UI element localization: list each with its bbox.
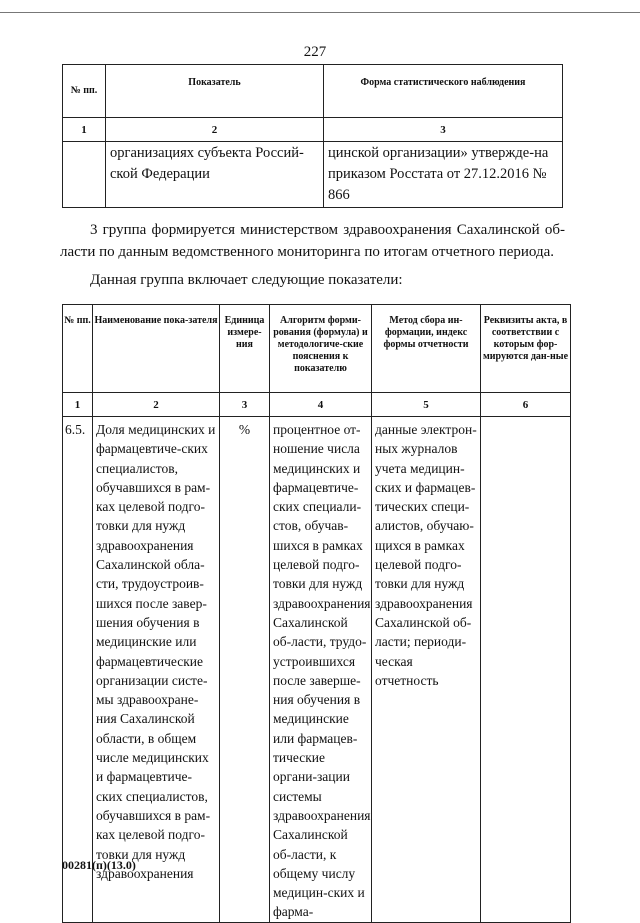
page-number: 227 [303, 44, 327, 60]
t2-colnum-1: 1 [63, 393, 93, 417]
paragraph-group-3: 3 группа формируется министерством здравоохранения Сахалинской об-ласти по данным ведомственного мониторинга по итогам отчетного периода. [60, 222, 565, 260]
t2-colnum-4: 4 [270, 393, 372, 417]
top-rule [0, 12, 640, 13]
t2-cell-name: Доля медицинских и фармацевтиче-ских специалистов, обучавшихся в рам-ках целевой подго-товки для нужд здравоохранения Сахалинской обла-сти, трудоустроив-шихся после завер-шения обучения в медицинские или фармацевтические организации систе-мы здравоохране-ния Сахалинской области, в общем числе медицинских и фармацевтиче-ских специалистов, обучавшихся в рам-ках целевой подго-товки для нужд здравоохранения [93, 417, 220, 923]
t2-header-algorithm: Алгоритм форми-рования (формула) и методологиче-ские пояснения к показателю [270, 305, 372, 393]
t2-colnum-5: 5 [372, 393, 481, 417]
t2-cell-algorithm: процентное от-ношение числа медицинских и фармацевтиче-ских специали-стов, обучав-шихся в рамках целевой подго-товки для нужд здравоохранения Сахалинской об-ласти, трудо-устроившихся после заверше-ния обучения в медицинские или фармацев-тические органи-зации системы здравоохранения Сахалинской об-ласти, к общему числу медицин-ских и фарма- [270, 417, 372, 923]
t2-colnum-6: 6 [481, 393, 571, 417]
t2-cell-unit: % [220, 417, 270, 923]
t2-header-name: Наименование пока-зателя [93, 305, 220, 393]
t2-header-unit: Единица измере-ния [220, 305, 270, 393]
paragraph-indicators-intro: Данная группа включает следующие показатели: [90, 272, 403, 288]
t2-cell-num: 6.5. [63, 417, 93, 923]
t1-header-indicator: Показатель [106, 65, 324, 118]
t2-colnum-3: 3 [220, 393, 270, 417]
t2-header-method: Метод сбора ин-формации, индекс формы отчетности [372, 305, 481, 393]
t1-header-form: Форма статистического наблюдения [324, 65, 563, 118]
t1-colnum-3: 3 [324, 118, 563, 142]
t1-header-num: № пп. [63, 65, 106, 118]
t2-header-num: № пп. [63, 305, 93, 393]
table-2 [62, 304, 571, 923]
t1-cell-form: цинской организации» утвержде-на приказом Росстата от 27.12.2016 № 866 [324, 142, 563, 208]
t2-colnum-2: 2 [93, 393, 220, 417]
table-1 [62, 64, 563, 208]
t1-colnum-1: 1 [63, 118, 106, 142]
document-code: 00281(п)(13.0) [62, 858, 136, 872]
t1-colnum-2: 2 [106, 118, 324, 142]
t2-cell-method: данные электрон-ных журналов учета медицин-ских и фармацев-тических специ-алистов, обучаю-щихся в рамках целевой подго-товки для нужд здравоохранения Сахалинской об-ласти; периоди-ческая отчетность [372, 417, 481, 923]
t2-cell-requisites [481, 417, 571, 923]
t1-cell-indicator: организациях субъекта Россий-ской Федерации [106, 142, 324, 208]
t2-header-requisites: Реквизиты акта, в соответствии с которым фор-мируются дан-ные [481, 305, 571, 393]
t1-cell-num [63, 142, 106, 208]
